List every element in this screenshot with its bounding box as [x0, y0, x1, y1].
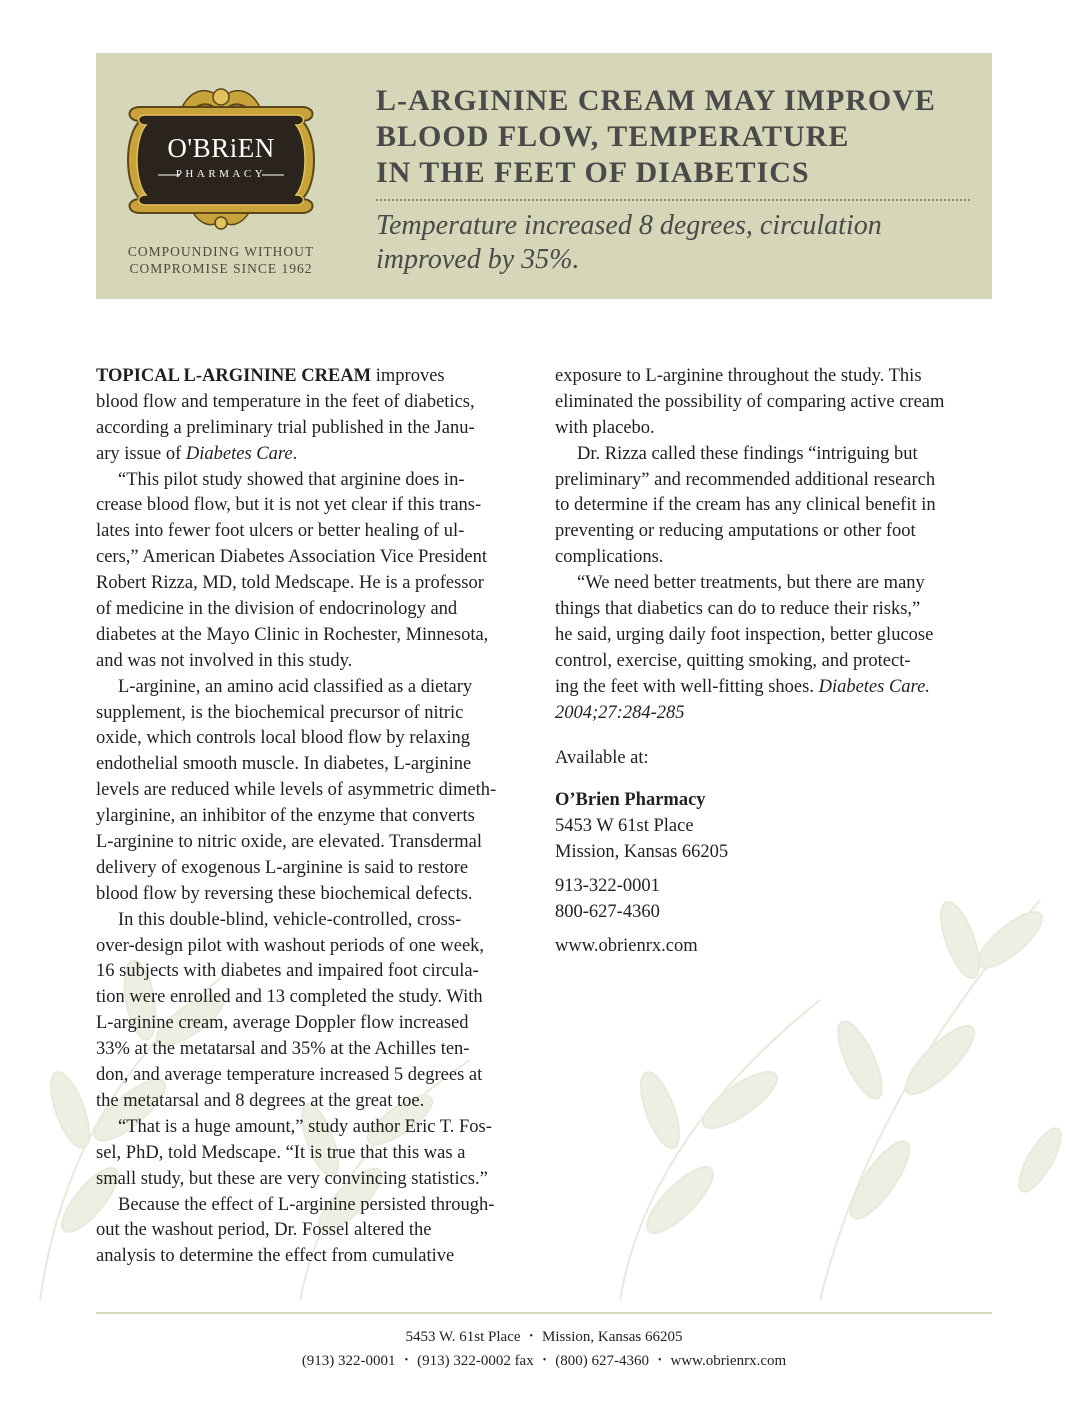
- availability-block: [555, 748, 955, 962]
- body-line: oxide, which controls local blood flow by relaxing: [96, 728, 471, 749]
- footer-street: 5453 W. 61st Place: [405, 1329, 521, 1345]
- body-line: of medicine in the division of endocrinology and: [96, 599, 458, 620]
- city-address: Mission, Kansas 66205: [555, 842, 729, 862]
- body-line: eliminated the possibility of comparing active cream: [555, 391, 945, 412]
- footer-tollfree[interactable]: (800) 627-4360: [555, 1353, 649, 1369]
- footer-fax: (913) 322-0002 fax: [417, 1353, 534, 1369]
- body-line: out the washout period, Dr. Fossel altered the: [96, 1220, 432, 1241]
- website-link[interactable]: www.obrienrx.com: [555, 936, 698, 956]
- body-line: endothelial smooth muscle. In diabetes, L-arginine: [96, 754, 472, 775]
- footer-contact-line: [96, 1350, 992, 1374]
- body-line: “We need better treatments, but there are many: [577, 573, 925, 594]
- body-line: preventing or reducing amputations or other foot: [555, 521, 916, 542]
- body-line: L-arginine, an amino acid classified as a dietary: [118, 676, 473, 697]
- street-address: 5453 W 61st Place: [555, 816, 694, 836]
- footer-address-line: [96, 1326, 992, 1350]
- body-line: “This pilot study showed that arginine does in-: [118, 469, 465, 490]
- body-line: exposure to L-arginine throughout the study. This: [555, 366, 922, 386]
- body-line: with placebo.: [555, 417, 655, 438]
- body-line: levels are reduced while levels of asymmetric dimeth-: [96, 780, 497, 801]
- body-line: Dr. Rizza called these findings “intriguing but: [577, 443, 918, 464]
- body-line: ylarginine, an inhibitor of the enzyme that converts: [96, 806, 475, 827]
- headline-divider: [376, 199, 970, 201]
- body-line: cers,” American Diabetes Association Vice President: [96, 547, 488, 568]
- article-column-right: [555, 364, 995, 726]
- citation: 2004;27:284-285: [555, 702, 685, 723]
- footer-separator: •: [404, 1355, 409, 1366]
- body-line: analysis to determine the effect from cumulative: [96, 1246, 455, 1267]
- article-headline: [376, 83, 976, 191]
- tagline: [96, 243, 346, 277]
- body-line: supplement, is the biochemical precursor of nitric: [96, 702, 464, 723]
- footer-city: Mission, Kansas 66205: [542, 1329, 683, 1345]
- body-line: blood flow by reversing these biochemical defects.: [96, 883, 473, 904]
- headline-line: IN THE FEET OF DIABETICS: [376, 156, 810, 189]
- headline-line: L-ARGININE CREAM MAY IMPROVE: [376, 84, 936, 117]
- pharmacy-name: O’Brien Pharmacy: [555, 790, 706, 810]
- lead-in: TOPICAL L-ARGININE CREAM: [96, 366, 372, 386]
- body-line: crease blood flow, but it is not yet clear if this trans-: [96, 495, 482, 516]
- body-line: 33% at the metatarsal and 35% at the Achilles ten-: [96, 1039, 470, 1060]
- availability-label: Available at:: [555, 748, 649, 768]
- body-line: over-design pilot with washout periods of one week,: [96, 935, 485, 956]
- body-line: L-arginine to nitric oxide, are elevated. Transdermal: [96, 832, 482, 853]
- body-line: don, and average temperature increased 5 degrees at: [96, 1065, 483, 1086]
- body-line: TOPICAL L-ARGININE CREAM improves: [96, 366, 445, 386]
- subhead-line: improved by 35%.: [376, 244, 580, 275]
- footer-separator: •: [529, 1331, 534, 1342]
- footer-phone[interactable]: (913) 322-0001: [301, 1353, 396, 1369]
- footer: [96, 1326, 992, 1374]
- logo-wordmark: O'BRiEN: [167, 133, 275, 163]
- body-line: L-arginine cream, average Doppler flow increased: [96, 1013, 469, 1034]
- body-line: “That is a huge amount,” study author Eric T. Fos-: [118, 1116, 492, 1137]
- body-line: In this double-blind, vehicle-controlled, cross-: [118, 909, 462, 930]
- phone-link[interactable]: 800-627-4360: [555, 902, 660, 922]
- tagline-line: COMPOUNDING WITHOUT: [127, 244, 315, 259]
- tagline-line: COMPROMISE SINCE 1962: [129, 261, 313, 276]
- body-line: according a preliminary trial published in the Janu-: [96, 417, 475, 438]
- body-line: preliminary” and recommended additional research: [555, 469, 936, 490]
- footer-website[interactable]: www.obrienrx.com: [670, 1353, 787, 1369]
- body-line: complications.: [555, 547, 664, 568]
- body-line: diabetes at the Mayo Clinic in Rochester, Minnesota,: [96, 624, 489, 645]
- body-line: small study, but these are very convincing statistics.”: [96, 1168, 488, 1189]
- body-line: lates into fewer foot ulcers or better healing of ul-: [96, 521, 465, 542]
- body-line: [555, 701, 995, 727]
- body-line: Robert Rizza, MD, told Medscape. He is a professor: [96, 573, 484, 594]
- article-subhead: [376, 209, 976, 277]
- footer-separator: •: [657, 1355, 662, 1366]
- body-line: ary issue of Diabetes Care.: [96, 443, 298, 464]
- header-band: [96, 53, 992, 299]
- body-line: the metatarsal and 8 degrees at the great toe.: [96, 1090, 425, 1111]
- body-line: he said, urging daily foot inspection, better glucose: [555, 624, 934, 645]
- body-line: Because the effect of L-arginine persisted through-: [118, 1194, 495, 1215]
- body-line: control, exercise, quitting smoking, and protect-: [555, 650, 911, 671]
- body-line: to determine if the cream has any clinical benefit in: [555, 495, 936, 516]
- body-line: sel, PhD, told Medscape. “It is true that this was a: [96, 1142, 466, 1163]
- phone-link[interactable]: 913-322-0001: [555, 876, 660, 896]
- article-column-left: [96, 364, 542, 1270]
- footer-separator: •: [542, 1355, 547, 1366]
- logo-subtitle: PHARMACY: [175, 168, 267, 180]
- body-line: blood flow and temperature in the feet of diabetics,: [96, 391, 475, 412]
- body-line: delivery of exogenous L-arginine is said to restore: [96, 857, 469, 878]
- body-line: 16 subjects with diabetes and impaired foot circula-: [96, 961, 479, 982]
- body-line: and was not involved in this study.: [96, 650, 353, 671]
- body-line: tion were enrolled and 13 completed the study. With: [96, 987, 483, 1008]
- pharmacy-logo: [118, 77, 324, 243]
- headline-line: BLOOD FLOW, TEMPERATURE: [376, 120, 850, 153]
- footer-rule: [96, 1312, 992, 1314]
- subhead-line: Temperature increased 8 degrees, circulation: [376, 210, 882, 241]
- body-line: ing the feet with well-fitting shoes. Diabetes Care.: [555, 676, 930, 697]
- body-line: things that diabetics can do to reduce their risks,”: [555, 599, 921, 620]
